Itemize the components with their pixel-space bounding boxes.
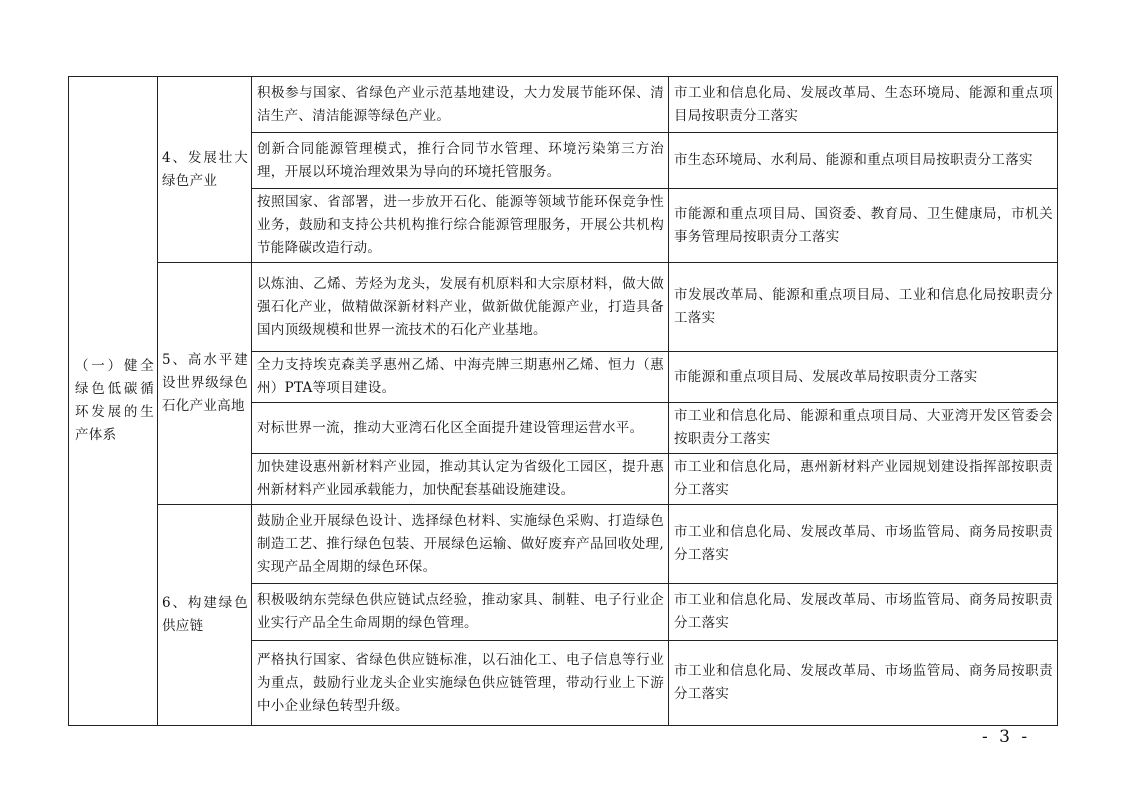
dept-cell [669,263,1058,352]
task-text: 积极吸纳东莞绿色供应链试点经验，推动家具、制鞋、电子行业企业实行产品全生命周期的绿色管理。 [257,592,664,631]
task-cell [252,505,669,584]
task-cell [252,352,669,403]
dept-text: 市工业和信息化局，惠州新材料产业园规划建设指挥部按职责分工落实 [674,459,1053,498]
task-text: 鼓励企业开展绿色设计、选择绿色材料、实施绿色采购、打造绿色制造工艺、推行绿色包装、开展绿色运输、做好废弃产品回收处理,实现产品全周期的绿色环保。 [257,512,664,575]
dept-cell [669,189,1058,263]
task-text: 对标世界一流，推动大亚湾石化区全面提升建设管理运营水平。 [257,419,644,436]
task-cell [252,454,669,505]
dept-text: 市工业和信息化局、能源和重点项目局、大亚湾开发区管委会按职责分工落实 [674,408,1053,447]
dept-cell [669,641,1058,726]
task-text: 按照国家、省部署，进一步放开石化、能源等领域节能环保竞争性业务，鼓励和支持公共机构推行综合能源管理服务，开展公共机构节能降碳改造行动。 [257,194,664,256]
dept-text: 市工业和信息化局、发展改革局、市场监管局、商务局按职责分工落实 [674,663,1053,702]
task-text: 加快建设惠州新材料产业园，推动其认定为省级化工园区，提升惠州新材料产业园承载能力，加快配套基础设施建设。 [257,459,664,498]
dept-text: 市工业和信息化局、发展改革局、市场监管局、商务局按职责分工落实 [674,524,1053,563]
dept-text: 市工业和信息化局、发展改革局、生态环境局、能源和重点项目局按职责分工落实 [674,84,1053,124]
group-cell [158,263,252,505]
group-label: 5、高水平建设世界级绿色石化产业高地 [162,352,248,414]
table-row [69,505,1058,584]
task-cell [252,189,669,263]
dept-text: 市能源和重点项目局、发展改革局按职责分工落实 [674,368,978,385]
dept-text: 市能源和重点项目局、国资委、教育局、卫生健康局，市机关事务管理局按职责分工落实 [674,205,1053,245]
category-cell [69,77,158,726]
task-table [68,76,1058,726]
task-text: 全力支持埃克森美孚惠州乙烯、中海壳牌三期惠州乙烯、恒力（惠州）PTA等项目建设。 [257,357,664,396]
task-text: 严格执行国家、省绿色供应链标准，以石油化工、电子信息等行业为重点，鼓励行业龙头企业实施绿色供应链管理，带动行业上下游中小企业绿色转型升级。 [257,651,664,714]
task-cell [252,403,669,454]
table-row [69,263,1058,352]
category-label: （一）健全绿色低碳循环发展的生产体系 [75,358,154,443]
dept-cell [669,454,1058,505]
task-cell [252,133,669,189]
dept-cell [669,133,1058,189]
dept-cell [669,403,1058,454]
page-number: - 3 - [982,727,1031,747]
task-cell [252,77,669,133]
group-cell [158,505,252,726]
task-text: 以炼油、乙烯、芳烃为龙头，发展有机原料和大宗原材料，做大做强石化产业，做精做深新材料产业，做新做优能源产业，打造具备国内顶级规模和世界一流技术的石化产业基地。 [257,275,664,338]
dept-cell [669,77,1058,133]
dept-text: 市工业和信息化局、发展改革局、市场监管局、商务局按职责分工落实 [674,592,1053,631]
dept-cell [669,584,1058,641]
task-cell [252,641,669,726]
task-cell [252,584,669,641]
dept-cell [669,352,1058,403]
task-text: 创新合同能源管理模式，推行合同节水管理、环境污染第三方治理，开展以环境治理效果为导向的环境托管服务。 [257,140,664,180]
group-label: 6、构建绿色供应链 [162,595,248,634]
task-cell [252,263,669,352]
dept-text: 市发展改革局、能源和重点项目局、工业和信息化局按职责分工落实 [674,287,1053,326]
group-cell [158,77,252,263]
dept-text: 市生态环境局、水利局、能源和重点项目局按职责分工落实 [674,152,1033,168]
group-label: 4、发展壮大绿色产业 [162,149,248,189]
table-row [69,77,1058,133]
dept-cell [669,505,1058,584]
task-text: 积极参与国家、省绿色产业示范基地建设，大力发展节能环保、清洁生产、清洁能源等绿色产业。 [257,84,664,124]
